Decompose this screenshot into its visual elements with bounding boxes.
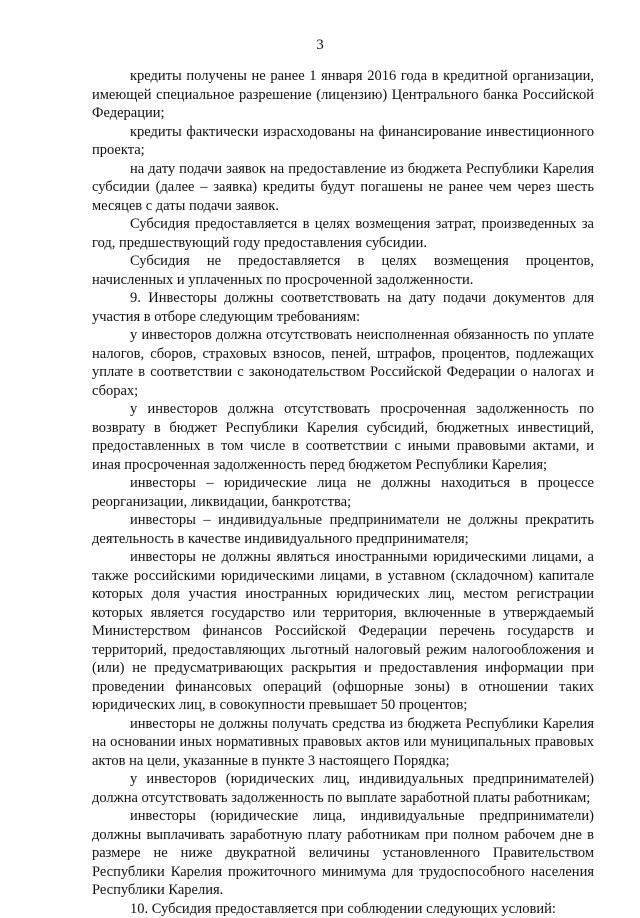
page-number: 3 xyxy=(0,36,640,54)
paragraph-3: на дату подачи заявок на предоставление из бюджета Республики Карелия субсидии (далее – заявка) кредиты будут погашены не ранее чем через шесть месяцев с даты подачи заявок. xyxy=(92,160,594,216)
paragraph-6: 9. Инвесторы должны соответствовать на дату подачи документов для участия в отборе следующим требованиям: xyxy=(92,289,594,326)
paragraph-9: инвесторы – юридические лица не должны находиться в процессе реорганизации, ликвидации, банкротства; xyxy=(92,474,594,511)
paragraph-14: инвесторы (юридические лица, индивидуальные предприниматели) должны выплачивать заработную плату работникам при полном рабочем дне в размере не ниже двукратной величины установленного Правительством Республики Карелия прожиточного минимума для трудоспособного населения Республики Карелия. xyxy=(92,807,594,900)
paragraph-12: инвесторы не должны получать средства из бюджета Республики Карелия на основании иных нормативных правовых актов или муниципальных правовых актов на цели, указанные в пункте 3 настоящего Порядка; xyxy=(92,715,594,771)
paragraph-8: у инвесторов должна отсутствовать просроченная задолженность по возврату в бюджет Республики Карелия субсидий, бюджетных инвестиций, предоставленных в том числе в соответствии с иными правовыми актами, и иная просроченная задолженность перед бюджетом Республики Карелия; xyxy=(92,400,594,474)
paragraph-7: у инвесторов должна отсутствовать неисполненная обязанность по уплате налогов, сборов, страховых взносов, пеней, штрафов, процентов, подлежащих уплате в соответствии с законодательством Российской Федерации о налогах и сборах; xyxy=(92,326,594,400)
paragraph-2: кредиты фактически израсходованы на финансирование инвестиционного проекта; xyxy=(92,123,594,160)
document-body xyxy=(92,67,594,918)
paragraph-10: инвесторы – индивидуальные предприниматели не должны прекратить деятельность в качестве индивидуального предпринимателя; xyxy=(92,511,594,548)
paragraph-13: у инвесторов (юридических лиц, индивидуальных предпринимателей) должна отсутствовать задолженность по выплате заработной платы работникам; xyxy=(92,770,594,807)
paragraph-1: кредиты получены не ранее 1 января 2016 года в кредитной организации, имеющей специальное разрешение (лицензию) Центрального банка Российской Федерации; xyxy=(92,67,594,123)
paragraph-15: 10. Субсидия предоставляется при соблюдении следующих условий: xyxy=(92,900,594,918)
paragraph-11: инвесторы не должны являться иностранными юридическими лицами, а также российскими юридическими лицами, в уставном (складочном) капитале которых доля участия иностранных юридических лиц, местом регистрации которых является государство или территория, включенные в утверждаемый Министерством финансов Российской Федерации перечень государств и территорий, предоставляющих льготный налоговый режим налогообложения и (или) не предусматривающих раскрытия и предоставления информации при проведении финансовых операций (офшорные зоны) в отношении таких юридических лиц, в совокупности превышает 50 процентов; xyxy=(92,548,594,715)
paragraph-5: Субсидия не предоставляется в целях возмещения процентов, начисленных и уплаченных по просроченной задолженности. xyxy=(92,252,594,289)
paragraph-4: Субсидия предоставляется в целях возмещения затрат, произведенных за год, предшествующий году предоставления субсидии. xyxy=(92,215,594,252)
